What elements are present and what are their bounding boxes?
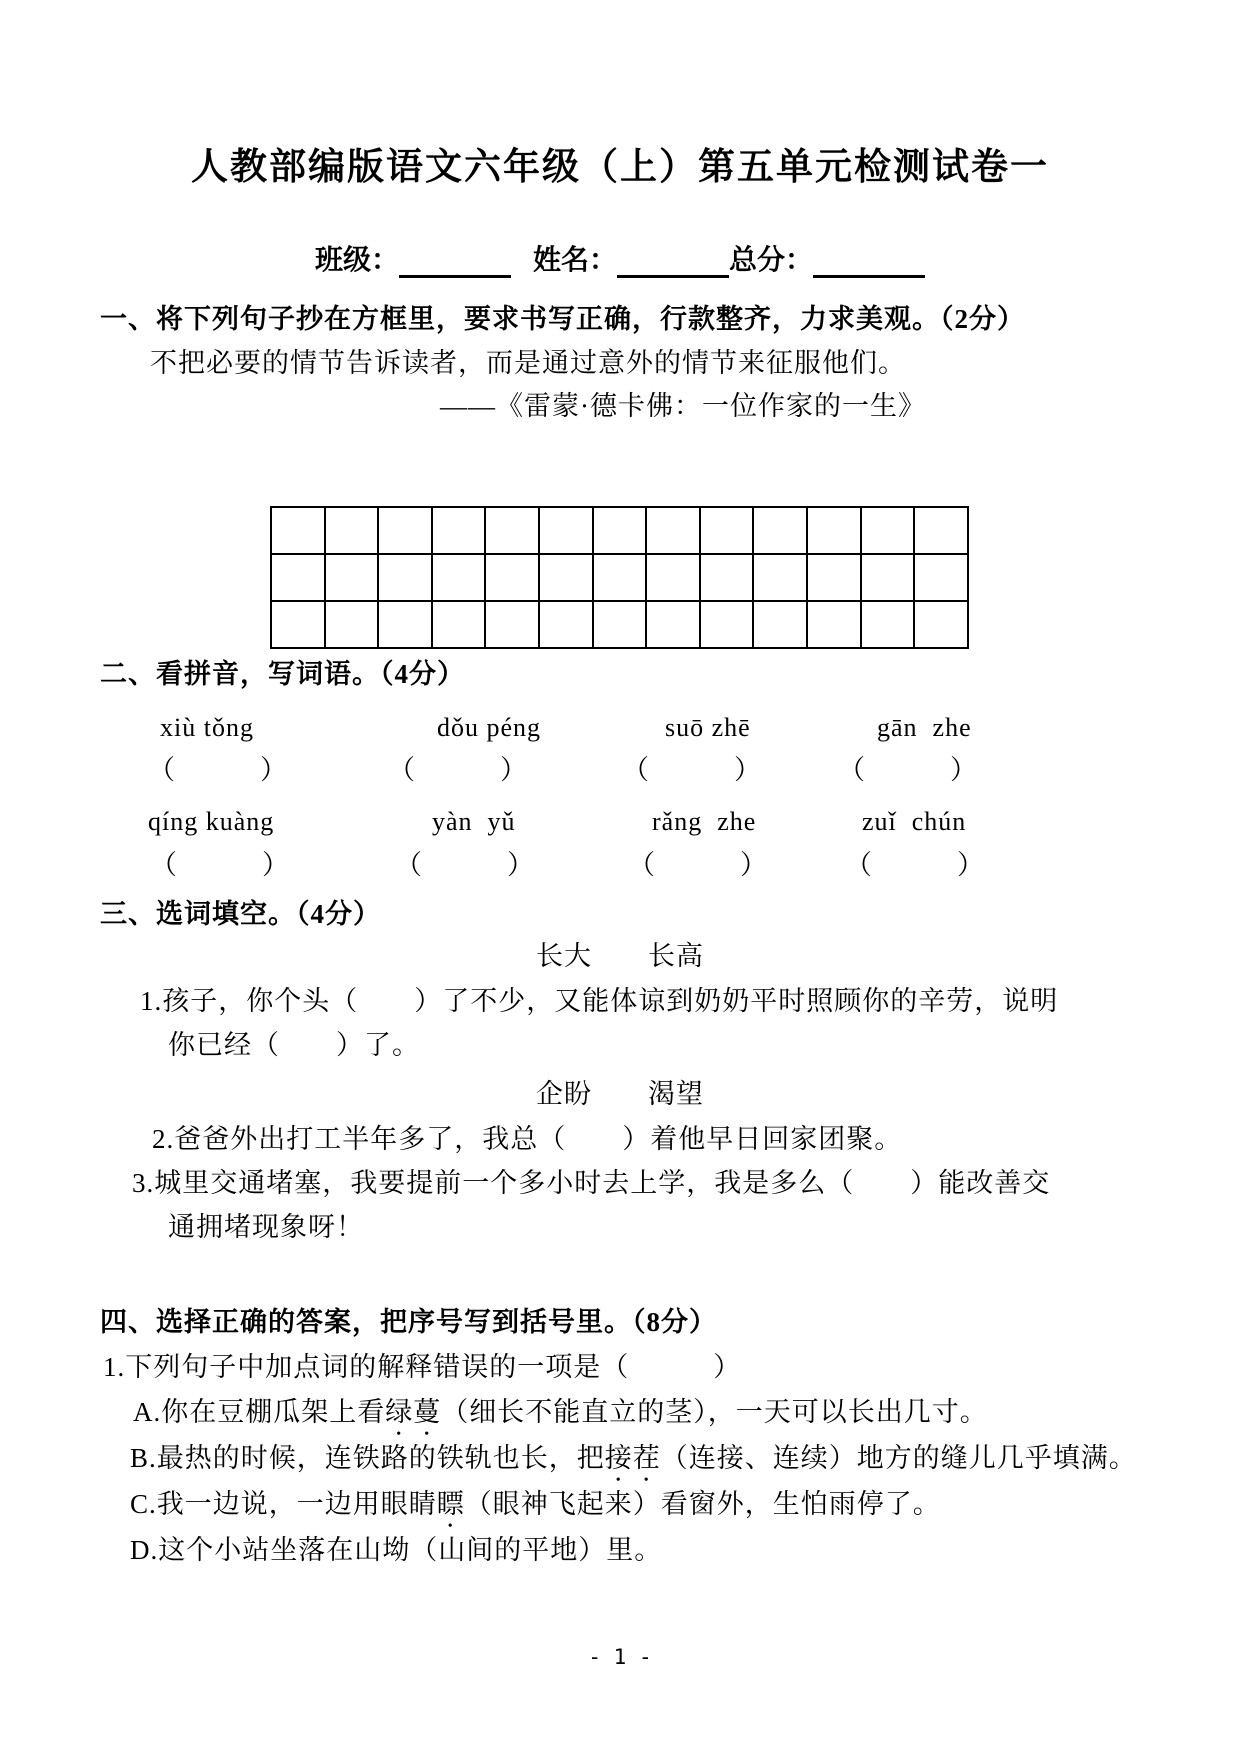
option-a-pre: A.你在豆棚瓜架上看 bbox=[133, 1397, 386, 1427]
option-d-pre: D.这个小站坐落在山坳（山间的平地）里。 bbox=[130, 1535, 663, 1565]
copy-grid-cell bbox=[377, 508, 431, 553]
section3-heading: 三、选词填空。（4分） bbox=[100, 899, 381, 929]
copy-grid-cell bbox=[592, 555, 646, 600]
option-b-pre: B.最热的时候，连铁路的铁轨也长，把 bbox=[130, 1443, 605, 1473]
section1-attribution: ——《雷蒙·德卡佛：一位作家的一生》 bbox=[440, 391, 926, 421]
copy-grid-cell bbox=[324, 602, 378, 647]
copy-grid-cell bbox=[272, 602, 324, 647]
copy-grid-cell bbox=[645, 602, 699, 647]
total-score-blank-line bbox=[813, 245, 925, 278]
option-b-post: （连接、连续）地方的缝儿几乎填满。 bbox=[660, 1443, 1137, 1473]
class-blank-line bbox=[399, 245, 511, 278]
copy-grid-cell bbox=[431, 602, 485, 647]
pinyin-word-4: gān zhe bbox=[877, 713, 972, 742]
copy-grid-cell bbox=[645, 508, 699, 553]
copy-grid-cell bbox=[806, 602, 860, 647]
section4-question1: 1.下列句子中加点词的解释错误的一项是（ ） bbox=[103, 1352, 742, 1382]
class-label: 班级： bbox=[314, 245, 399, 276]
copy-grid-cell bbox=[913, 555, 967, 600]
copy-grid-cell bbox=[860, 508, 914, 553]
copy-grid-cell bbox=[860, 602, 914, 647]
copy-grid-cell bbox=[806, 508, 860, 553]
pinyin-word-3: suō zhē bbox=[665, 713, 751, 742]
copy-grid-cell bbox=[484, 555, 538, 600]
option-c-post: （眼神飞起来）看窗外，生怕雨停了。 bbox=[464, 1489, 941, 1519]
page-number: - 1 - bbox=[588, 1645, 652, 1669]
copy-grid bbox=[270, 506, 969, 649]
copy-grid-cell bbox=[538, 555, 592, 600]
copy-grid-cell bbox=[592, 602, 646, 647]
name-label: 姓名： bbox=[532, 245, 617, 276]
answer-paren-7: （ ） bbox=[628, 850, 768, 880]
pinyin-word-1: xiù tǒng bbox=[160, 713, 254, 742]
copy-grid-cell bbox=[699, 602, 753, 647]
section3-item2: 2.爸爸外出打工半年多了，我总（ ）着他早日回家团聚。 bbox=[152, 1124, 903, 1154]
copy-grid-cell bbox=[752, 555, 806, 600]
section1-heading: 一、将下列句子抄在方框里，要求书写正确，行款整齐，力求美观。（2分） bbox=[100, 304, 1025, 334]
section2-heading: 二、看拼音，写词语。（4分） bbox=[100, 659, 465, 689]
copy-grid-cell bbox=[913, 508, 967, 553]
copy-grid-cell bbox=[913, 602, 967, 647]
pinyin-word-5: qíng kuàng bbox=[148, 807, 275, 836]
answer-paren-1: （ ） bbox=[148, 755, 288, 785]
copy-grid-cell bbox=[484, 602, 538, 647]
copy-grid-cell bbox=[538, 508, 592, 553]
answer-paren-2: （ ） bbox=[388, 755, 528, 785]
copy-grid-row bbox=[272, 508, 967, 553]
page-title: 人教部编版语文六年级（上）第五单元检测试卷一 bbox=[191, 147, 1049, 188]
pinyin-word-2: dǒu péng bbox=[437, 713, 542, 742]
student-info-row bbox=[0, 238, 1240, 278]
answer-paren-5: （ ） bbox=[150, 850, 290, 880]
copy-grid-cell bbox=[377, 602, 431, 647]
option-b bbox=[130, 1442, 1137, 1488]
pinyin-word-7: rǎng zhe bbox=[652, 807, 757, 836]
copy-grid-cell bbox=[699, 508, 753, 553]
copy-grid-cell bbox=[806, 555, 860, 600]
section3-item1-line1: 1.孩子，你个头（ ）了不少，又能体谅到奶奶平时照顾你的辛劳，说明 bbox=[140, 986, 1059, 1016]
copy-grid-cell bbox=[324, 508, 378, 553]
section1-sentence: 不把必要的情节告诉读者，而是通过意外的情节来征服他们。 bbox=[150, 348, 906, 378]
option-b-emphasized-word: 接茬 bbox=[604, 1443, 661, 1473]
copy-grid-row bbox=[272, 600, 967, 647]
answer-paren-3: （ ） bbox=[622, 755, 762, 785]
option-a-emphasized-word: 绿蔓 bbox=[385, 1397, 442, 1427]
copy-grid-cell bbox=[752, 602, 806, 647]
total-score-label: 总分： bbox=[729, 245, 814, 276]
option-a bbox=[133, 1396, 988, 1442]
copy-grid-cell bbox=[431, 508, 485, 553]
word-bank-2: 企盼 渴望 bbox=[536, 1079, 704, 1109]
answer-paren-6: （ ） bbox=[395, 850, 535, 880]
pinyin-word-6: yàn yǔ bbox=[432, 807, 516, 836]
copy-grid-cell bbox=[538, 602, 592, 647]
copy-grid-row bbox=[272, 553, 967, 600]
copy-grid-cell bbox=[860, 555, 914, 600]
option-c-pre: C.我一边说，一边用眼睛 bbox=[130, 1489, 437, 1519]
copy-grid-cell bbox=[752, 508, 806, 553]
word-bank-1: 长大 长高 bbox=[536, 941, 704, 971]
copy-grid-cell bbox=[592, 508, 646, 553]
copy-grid-cell bbox=[272, 508, 324, 553]
option-c bbox=[130, 1488, 941, 1534]
section4-heading: 四、选择正确的答案，把序号写到括号里。（8分） bbox=[100, 1307, 717, 1337]
copy-grid-cell bbox=[431, 555, 485, 600]
section3-item1-line2: 你已经（ ）了。 bbox=[168, 1030, 420, 1060]
section3-item3-line1: 3.城里交通堵塞，我要提前一个多小时去上学，我是多么（ ）能改善交 bbox=[132, 1168, 1051, 1198]
pinyin-word-8: zuǐ chún bbox=[862, 807, 967, 836]
copy-grid-cell bbox=[377, 555, 431, 600]
option-d bbox=[130, 1534, 662, 1580]
name-blank-line bbox=[617, 245, 729, 278]
copy-grid-cell bbox=[324, 555, 378, 600]
option-c-emphasized-word: 瞟 bbox=[436, 1489, 465, 1519]
answer-paren-4: （ ） bbox=[838, 755, 978, 785]
copy-grid-cell bbox=[699, 555, 753, 600]
copy-grid-cell bbox=[272, 555, 324, 600]
answer-paren-8: （ ） bbox=[845, 850, 985, 880]
section3-item3-line2: 通拥堵现象呀！ bbox=[168, 1212, 364, 1242]
option-a-post: （细长不能直立的茎），一天可以长出几寸。 bbox=[441, 1397, 988, 1427]
copy-grid-cell bbox=[645, 555, 699, 600]
copy-grid-cell bbox=[484, 508, 538, 553]
